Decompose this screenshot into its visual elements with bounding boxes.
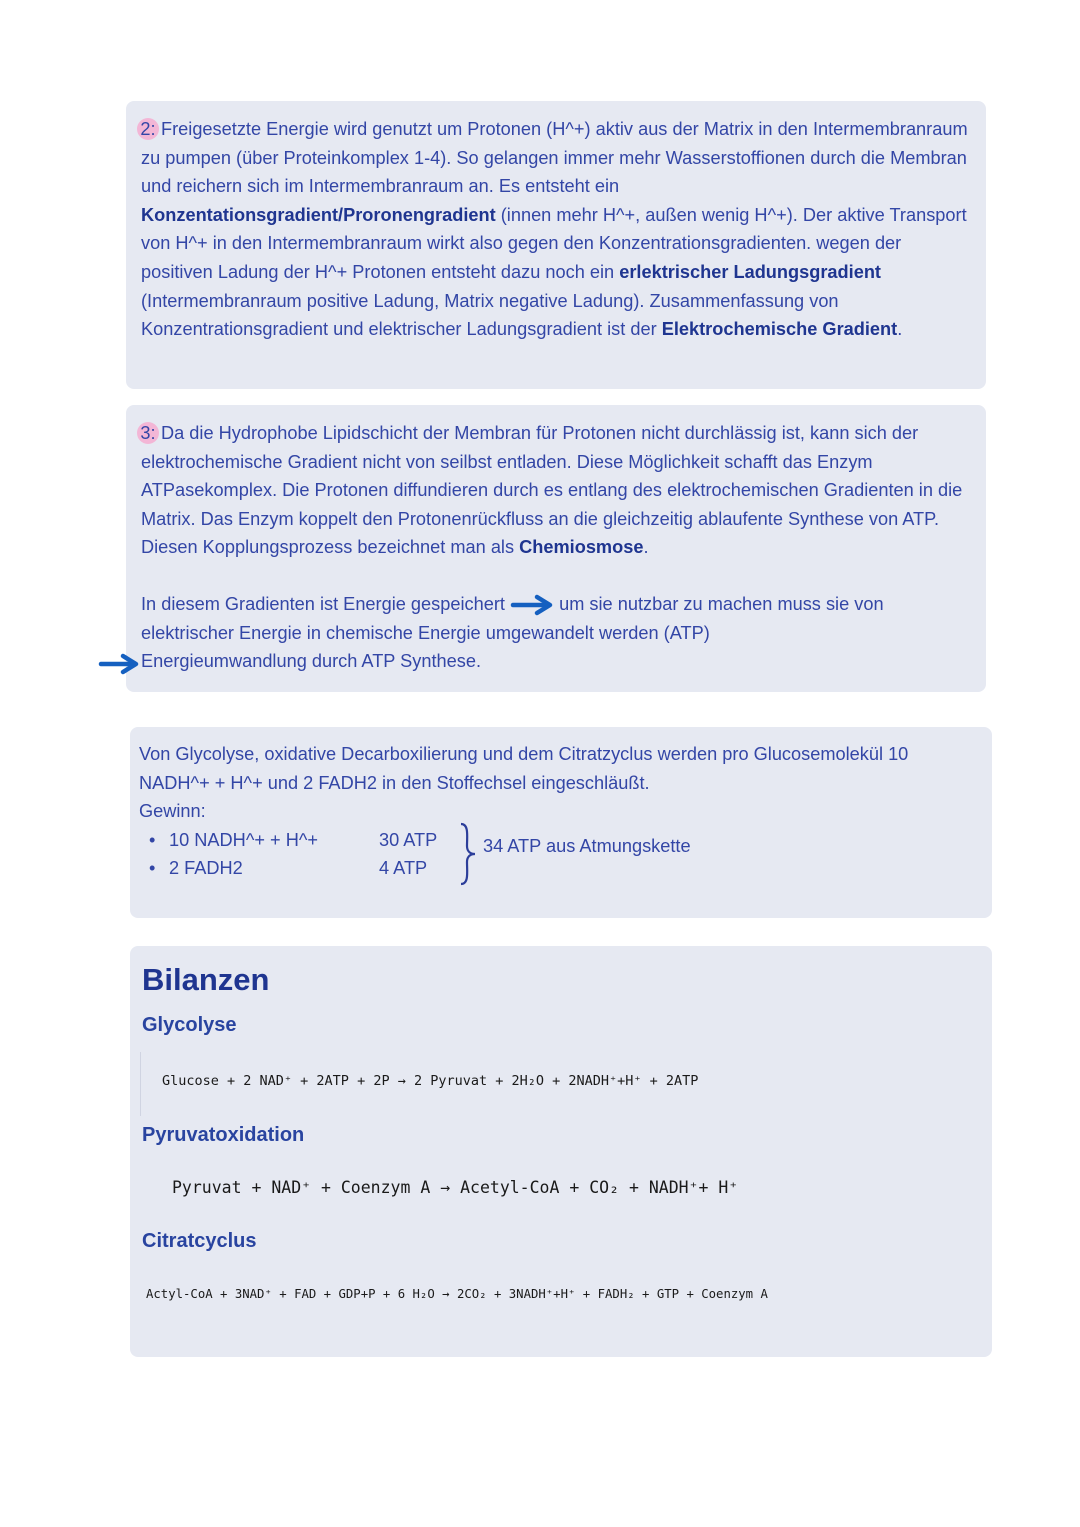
energy-note-line-1: In diesem Gradienten ist Energie gespeichert um sie nutzbar zu machen muss sie von: [141, 590, 986, 619]
energy-note-line-2: elektrischer Energie in chemische Energie umgewandelt werden (ATP): [141, 622, 710, 643]
arrow-right-icon: [98, 652, 140, 676]
atp-total: 34 ATP aus Atmungskette: [483, 835, 691, 856]
gain-item: • 10 NADH^+ + H^+ 30 ATP: [139, 826, 972, 855]
term-concentration-gradient: Konzentationsgradient/Proronengradient: [141, 204, 496, 225]
glycolyse-equation: Glucose + 2 NAD⁺ + 2ATP + 2P → 2 Pyruvat + 2H₂O + 2NADH⁺+H⁺ + 2ATP: [162, 1073, 699, 1089]
step-2-paragraph: 2: Freigesetzte Energie wird genutzt um Protonen (H^+) aktiv aus der Matrix in den Intermembranraum zu pumpen (über Proteinkomplex 1-4). So gelangen immer mehr Wasserstoffionen durch die Membran und reichern sich im Intermembranraum an. Es entsteht ein Konzentationsgradient/Proronengradient (innen mehr H^+, außen wenig H^+). Der aktive Transport von H^+ in den Intermembranraum wirkt also gegen den Konzentrationsgradienten. wegen der positiven Ladung der H^+ Protonen entsteht dazu noch ein erlektrischer Ladungsgradient (Intermembranraum positive Ladung, Matrix negative Ladung). Zusammenfassung von Konzentrationsgradient und elektrischer Ladungsgradient ist der Elektrochemische Gradient.: [141, 115, 972, 344]
arrow-right-icon: [510, 594, 554, 616]
step-number-badge: 2:: [137, 118, 159, 140]
step-number-badge: 3:: [137, 422, 159, 444]
atp-intro: Von Glycolyse, oxidative Decarboxilierung und dem Citratzyclus werden pro Glucosemolekül 10 NADH^+ + H^+ und 2 FADH2 in den Stoffechsel eingeschläußt.: [139, 744, 909, 793]
energy-note: [141, 590, 986, 676]
pyruvatoxidation-heading: Pyruvatoxidation: [142, 1124, 305, 1146]
card-atp-gain: [130, 727, 992, 918]
term-electrochemical-gradient: Elektrochemische Gradient: [661, 319, 898, 340]
citratcyclus-heading: Citratcyclus: [142, 1230, 257, 1252]
card-step-3: [126, 405, 986, 692]
card-step-2: [126, 101, 986, 389]
curly-brace-icon: [457, 822, 479, 886]
glycolyse-heading: Glycolyse: [142, 1014, 237, 1036]
card-bilanzen: [130, 946, 992, 1357]
term-charge-gradient: erlektrischer Ladungsgradient: [619, 261, 881, 282]
gain-item: • 2 FADH2 4 ATP: [139, 854, 972, 883]
equation-divider: [140, 1052, 141, 1116]
term-chemiosmose: Chemiosmose: [519, 537, 644, 558]
citrat-equation: Actyl-CoA + 3NAD⁺ + FAD + GDP+P + 6 H₂O → 2CO₂ + 3NADH⁺+H⁺ + FADH₂ + GTP + Coenzym A: [146, 1287, 768, 1301]
pyruvat-equation: Pyruvat + NAD⁺ + Coenzym A → Acetyl-CoA + CO₂ + NADH⁺+ H⁺: [172, 1178, 739, 1197]
gain-label: Gewinn:: [139, 801, 206, 822]
bilanzen-title: Bilanzen: [142, 962, 270, 997]
gain-list-block: [139, 826, 972, 883]
energy-note-line-3: Energieumwandlung durch ATP Synthese.: [141, 651, 482, 672]
step-3-paragraph: 3: Da die Hydrophobe Lipidschicht der Membran für Protonen nicht durchlässig ist, kann sich der elektrochemische Gradient nicht von seilbst entladen. Diese Möglichkeit schafft das Enzym ATPasekomplex. Die Protonen diffundieren durch es entlang des elektrochemischen Gradienten in die Matrix. Das Enzym koppelt den Protonenrückfluss an die gleichzeitig ablaufente Synthese von ATP. Diesen Kopplungsprozess bezeichnet man als Chemiosmose.: [141, 419, 989, 562]
